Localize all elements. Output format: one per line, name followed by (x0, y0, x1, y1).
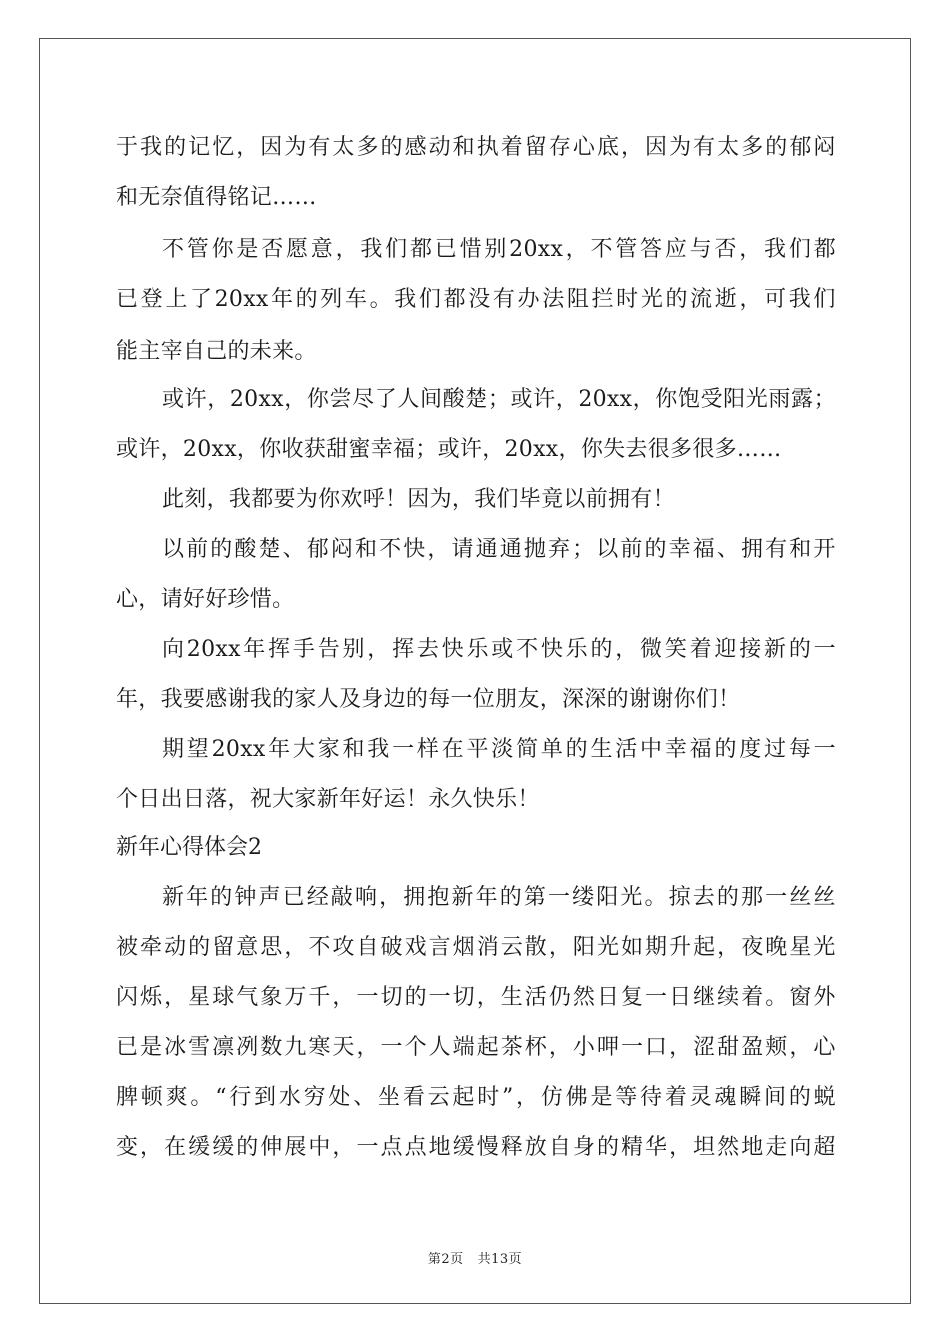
paragraph-line: 新 年 的 钟 声 已 经 敲 响 ， 拥 抱 新 年 的 第 一 缕 阳 光 。 掠 去 的 那 一 丝 丝 (162, 885, 836, 910)
paragraph-line: 心，请好好珍惜。 (116, 587, 295, 612)
paragraph-line: 闪 烁 ， 星 球 气 象 万 千 ， 一 切 的 一 切 ， 生 活 仍 然 日 复 一 日 继 续 着 。 窗 外 (116, 985, 836, 1010)
paragraph-line: 已 登 上 了 20xx 年 的 列 车 。 我 们 都 没 有 办 法 阻 拦 时 光 的 流 逝 ， 可 我 们 (116, 287, 836, 312)
paragraph-line: 或 许 ， 20xx ， 你 尝 尽 了 人 间 酸 楚 ； 或 许 ， 20xx ， 你 饱 受 阳 光 雨 露 ； (162, 387, 836, 412)
paragraph-line: 能主宰自己的未来。 (116, 339, 317, 364)
paragraph-line: 年，我要感谢我的家人及身边的每一位朋友，深深的谢谢你们！ (116, 687, 741, 712)
paragraph-line: 个日出日落，祝大家新年好运！永久快乐！ (116, 787, 540, 812)
paragraph-line: 被 牵 动 的 留 意 思 ， 不 攻 自 破 戏 言 烟 消 云 散 ， 阳 光 如 期 升 起 ， 夜 晚 星 光 (116, 935, 836, 960)
section-heading: 新年心得体会2 (116, 835, 262, 860)
paragraph-line: 于 我 的 记 忆 ， 因 为 有 太 多 的 感 动 和 执 着 留 存 心 底 ， 因 为 有 太 多 的 郁 闷 (116, 135, 836, 160)
page-number: 第2页 (427, 1252, 464, 1267)
page-border (39, 38, 911, 1304)
page-footer (0, 1248, 950, 1267)
paragraph-line: 或许，20xx，你收获甜蜜幸福；或许，20xx，你失去很多很多…… (116, 437, 782, 462)
page-total: 共13页 (477, 1252, 523, 1267)
paragraph-line: 向 20xx 年 挥 手 告 别 ， 挥 去 快 乐 或 不 快 乐 的 ， 微 笑 着 迎 接 新 的 一 (162, 637, 836, 662)
paragraph-line: 变 ， 在 缓 缓 的 伸 展 中 ， 一 点 点 地 缓 慢 释 放 自 身 的 精 华 ， 坦 然 地 走 向 超 (116, 1135, 836, 1160)
paragraph-line: 此刻，我都要为你欢呼！因为，我们毕竟以前拥有！ (162, 487, 675, 512)
paragraph-line: 以 前 的 酸 楚 、 郁 闷 和 不 快 ， 请 通 通 抛 弃 ； 以 前 的 幸 福 、 拥 有 和 开 (162, 537, 836, 562)
paragraph-line: 脾 顿 爽 。 “ 行 到 水 穷 处 、 坐 看 云 起 时 ” ， 仿 佛 是 等 待 着 灵 魂 瞬 间 的 蜕 (116, 1085, 836, 1110)
paragraph-line: 期 望 20xx 年 大 家 和 我 一 样 在 平 淡 简 单 的 生 活 中 幸 福 的 度 过 每 一 (162, 737, 836, 762)
paragraph-line: 和无奈值得铭记…… (116, 185, 317, 210)
paragraph-line: 已 是 冰 雪 凛 冽 数 九 寒 天 ， 一 个 人 端 起 茶 杯 ， 小 呷 一 口 ， 涩 甜 盈 颊 ， 心 (116, 1035, 836, 1060)
paragraph-line: 不 管 你 是 否 愿 意 ， 我 们 都 已 惜 别 20xx ， 不 管 答 应 与 否 ， 我 们 都 (162, 237, 836, 262)
